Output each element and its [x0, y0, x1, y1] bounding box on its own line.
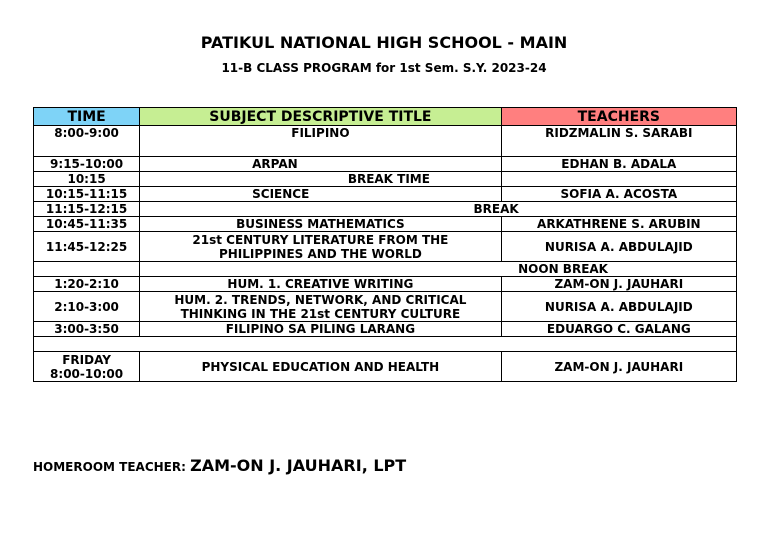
- teacher-cell: RIDZMALIN S. SARABI: [501, 126, 736, 157]
- time-line-1: FRIDAY: [62, 352, 111, 367]
- subject-line-1: 21st CENTURY LITERATURE FROM THE: [192, 232, 449, 247]
- table-row: [34, 187, 737, 202]
- teacher-cell: NURISA A. ABDULAJID: [501, 292, 736, 322]
- teacher-cell: ARKATHRENE S. ARUBIN: [501, 217, 736, 232]
- time-cell: 11:15-12:15: [34, 202, 140, 217]
- homeroom-name: ZAM-ON J. JAUHARI, LPT: [190, 456, 407, 475]
- class-program-subtitle: 11-B CLASS PROGRAM for 1st Sem. S.Y. 2023-24: [221, 61, 547, 75]
- subject-cell: [140, 157, 502, 172]
- teacher-cell: [501, 172, 736, 187]
- homeroom-label: HOMEROOM TEACHER:: [33, 460, 186, 474]
- column-header-time: TIME: [34, 108, 140, 126]
- table-row: [34, 217, 737, 232]
- time-cell: 10:45-11:35: [34, 217, 140, 232]
- table-row: [34, 172, 737, 187]
- break-label: BREAK TIME: [347, 172, 430, 186]
- time-cell: [34, 262, 140, 277]
- time-cell: 1:20-2:10: [34, 277, 140, 292]
- time-cell: 2:10-3:00: [34, 292, 140, 322]
- table-row: [34, 232, 737, 262]
- noon-break-cell: [140, 262, 737, 277]
- time-cell: 3:00-3:50: [34, 322, 140, 337]
- subject-cell: [140, 232, 502, 262]
- subject-cell: FILIPINO: [140, 126, 502, 157]
- time-cell: 10:15-11:15: [34, 187, 140, 202]
- empty-row-cell: [34, 337, 737, 352]
- homeroom-teacher: [33, 456, 406, 475]
- teacher-cell: ZAM-ON J. JAUHARI: [501, 352, 736, 382]
- column-header-subject: SUBJECT DESCRIPTIVE TITLE: [140, 108, 502, 126]
- time-cell: 8:00-9:00: [34, 126, 140, 157]
- table-row: [34, 352, 737, 382]
- break-label: NOON BREAK: [518, 262, 608, 276]
- school-title: PATIKUL NATIONAL HIGH SCHOOL - MAIN: [200, 33, 568, 52]
- time-cell: 11:45-12:25: [34, 232, 140, 262]
- subject-cell: HUM. 1. CREATIVE WRITING: [140, 277, 502, 292]
- subject-cell: [140, 187, 502, 202]
- teacher-cell: ZAM-ON J. JAUHARI: [501, 277, 736, 292]
- subject-cell: PHYSICAL EDUCATION AND HEALTH: [140, 352, 502, 382]
- time-cell: 9:15-10:00: [34, 157, 140, 172]
- break-time-cell: [140, 172, 502, 187]
- subject-text: SCIENCE: [252, 187, 310, 201]
- table-row-empty: [34, 337, 737, 352]
- table-row: [34, 262, 737, 277]
- time-line-2: 8:00-10:00: [50, 366, 124, 381]
- table-header-row: [34, 108, 737, 126]
- teacher-cell: EDUARGO C. GALANG: [501, 322, 736, 337]
- table-row: [34, 277, 737, 292]
- table-row: [34, 292, 737, 322]
- teacher-cell: SOFIA A. ACOSTA: [501, 187, 736, 202]
- table-row: [34, 126, 737, 157]
- subject-text: ARPAN: [252, 157, 298, 171]
- subject-line-1: HUM. 2. TRENDS, NETWORK, AND CRITICAL: [174, 292, 467, 307]
- time-cell: 10:15: [34, 172, 140, 187]
- break-cell: [140, 202, 737, 217]
- subject-line-2: PHILIPPINES AND THE WORLD: [218, 246, 422, 261]
- table-row: [34, 322, 737, 337]
- table-row: [34, 202, 737, 217]
- subject-line-2: THINKING IN THE 21st CENTURY CULTURE: [180, 306, 461, 321]
- table-row: [34, 157, 737, 172]
- column-header-teachers: TEACHERS: [501, 108, 736, 126]
- class-schedule-table: [33, 107, 737, 382]
- subject-cell: BUSINESS MATHEMATICS: [140, 217, 502, 232]
- time-cell: [34, 352, 140, 382]
- teacher-cell: EDHAN B. ADALA: [501, 157, 736, 172]
- subject-cell: FILIPINO SA PILING LARANG: [140, 322, 502, 337]
- subject-cell: [140, 292, 502, 322]
- break-label: BREAK: [473, 202, 519, 216]
- teacher-cell: NURISA A. ABDULAJID: [501, 232, 736, 262]
